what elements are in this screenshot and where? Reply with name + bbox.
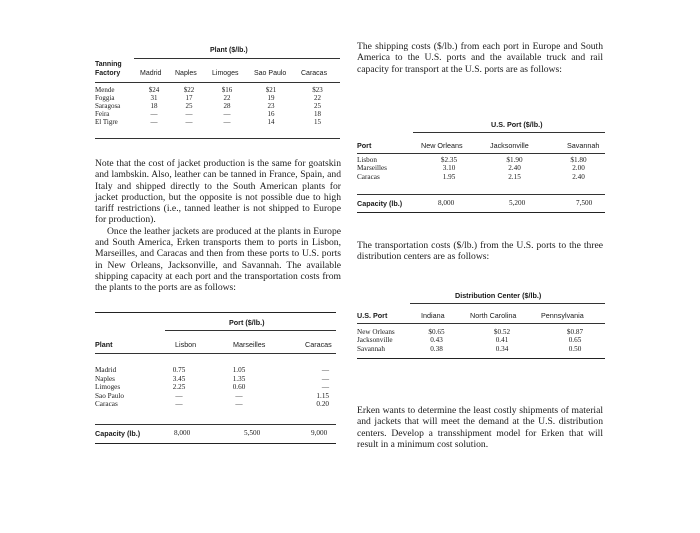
row-label: Naples [95,374,115,383]
cell: 2.25 [172,383,186,392]
row-label: Sao Paulo [95,391,124,400]
table-row [95,392,336,401]
cell: $1.80 [570,156,587,164]
table-row [357,328,605,336]
usport-dc-group-rule [410,303,605,304]
tanning-plant-header: Plant ($/lb.) [210,47,248,54]
port-usport-capacity-neworleans: 8,000 [438,199,455,207]
cell: $23 [312,86,323,94]
cell: — [185,110,193,118]
cell: 1.15 [316,391,329,400]
port-usport-capacity-rule [357,194,605,195]
row-label: Savannah [357,344,385,353]
usport-dc-col-indiana: Indiana [421,311,445,320]
cell: — [223,118,231,126]
row-label: Caracas [95,400,118,409]
usport-dc-row-header: U.S. Port [357,311,388,320]
right-paragraph-mid: The transportation costs ($/lb.) from the U.S. ports to the three distribution centers are as follows: [357,240,603,263]
table-row [357,173,605,181]
row-label: Marseilles [357,164,387,173]
cell: 18 [150,102,158,110]
cell: $16 [221,86,233,94]
port-usport-group-rule [413,132,605,133]
port-usport-col-savannah: Savannah [567,141,600,150]
cell: 0.75 [172,366,186,374]
tanning-col-caracas: Caracas [301,70,328,77]
cell: — [235,400,243,409]
tanning-col-madrid: Madrid [140,70,162,77]
right-paragraph-bottom: Erken wants to determine the least costly shipments of material and jackets that will meet the demand at the U.S. distribution centers. Develop a transshipment model for Erken that will result in a minimum cost solution. [357,405,603,450]
plant-port-capacity-rule [95,424,336,425]
usport-dc-group-header: Distribution Center ($/lb.) [455,291,542,300]
table-row [95,375,336,384]
tanning-group-rule [134,58,340,59]
port-usport-table [357,156,605,181]
cell: 0.60 [232,383,246,392]
usport-dc-table [357,328,605,353]
left-paragraph-2 [95,226,341,294]
row-label: Feira [95,110,110,118]
cell: 0.34 [495,344,509,353]
cell: 15 [314,118,321,126]
left-paragraph-1: Note that the cost of jacket production is the same for goatskin and lambskin. Also, leather can be tanned in France, Spain, and Italy and shipped directly to the South American plants for jacket production, but the opposite is not possible due to high tariff restrictions (i.e., tanned leather is not shipped to Europe for production). [95,158,341,226]
tanning-header-line2: Factory [95,70,121,77]
plant-port-capacity-lisbon: 8,000 [174,429,191,437]
cell: — [321,383,329,392]
plant-port-table [95,366,336,409]
usport-dc-bottom-rule [357,358,605,359]
cell: — [321,374,329,383]
table-row [357,345,605,353]
cell: 22 [314,94,321,102]
cell: 17 [185,94,193,102]
plant-port-capacity-label: Capacity (lb.) [95,429,141,438]
cell: $1.90 [506,156,523,164]
tanning-row-header [95,60,122,69]
cell: $2.35 [440,156,458,164]
row-label: Limoges [95,383,121,392]
table-row [95,102,340,110]
cell: 0.38 [430,344,443,353]
row-label: Saragosa [95,102,121,110]
cell: 14 [267,118,275,126]
cell: 25 [314,102,321,110]
cell: — [175,400,183,409]
cell: 3.45 [172,374,186,383]
right-paragraph-top: The shipping costs ($/lb.) from each port in Europe and South America to the U.S. ports and the available truck and rail capacity for transport at the U.S. ports are as follows: [357,41,603,75]
tanning-header-line1: Tanning [95,61,122,68]
cell: 31 [150,94,158,102]
table-row [95,86,340,94]
port-usport-header-rule [357,153,605,154]
cell: 0.65 [568,336,582,345]
port-usport-col-jacksonville: Jacksonville [490,141,529,150]
cell: 2.00 [572,164,585,173]
cell: — [175,391,183,400]
plant-port-bottom-rule [95,443,336,444]
cell: $21 [265,86,277,94]
row-label: Madrid [95,366,117,374]
usport-dc-header-rule [357,323,605,324]
tanning-table [95,86,340,126]
port-usport-group-header: U.S. Port ($/lb.) [491,120,543,129]
port-usport-bottom-rule [357,212,605,213]
plant-port-col-caracas: Caracas [305,340,332,349]
row-label: Mende [95,86,115,94]
plant-port-group-rule [165,330,336,331]
left-paragraph [95,158,341,294]
cell: 1.95 [442,172,456,181]
port-usport-capacity-label: Capacity (lb.) [357,199,403,208]
plant-port-header-rule [95,353,336,354]
table-row [357,156,605,164]
plant-port-capacity-marseilles: 5,500 [244,429,261,437]
table-row [95,110,340,118]
cell: — [223,110,231,118]
plant-port-row-header: Plant [95,340,113,349]
cell: 28 [223,102,231,110]
cell: $0.52 [493,328,511,336]
row-label: Lisbon [357,156,377,164]
cell: 22 [223,94,231,102]
table-row [95,400,336,409]
cell: 2.40 [572,172,585,181]
tanning-col-limoges: Limoges [212,70,239,77]
cell: 0.43 [430,336,443,345]
plant-port-col-marseilles: Marseilles [233,340,266,349]
port-usport-col-neworleans: New Orleans [421,141,463,150]
cell: 2.40 [508,164,521,173]
row-label: Foggia [95,94,115,102]
tanning-col-naples: Naples [175,70,197,77]
plant-port-col-lisbon: Lisbon [175,340,197,349]
cell: — [235,391,243,400]
usport-dc-col-pennsylvania: Pennsylvania [541,311,584,320]
cell: 1.35 [232,374,246,383]
port-usport-capacity-jacksonville: 5,200 [509,199,526,207]
left-paragraph-2-text: Once the leather jackets are produced at the plants in Europe and South America, Erken transports them to ports in Lisbon, Marseilles, and Caracas and then from these ports to U.S. ports in New Orleans, Jacksonville, and Savannah. The available shipping capacity at each port and the transportation costs from the plants to the ports are as follows: [95,225,341,294]
row-label: Caracas [357,172,380,181]
cell: 0.41 [495,336,509,345]
cell: 3.10 [442,164,456,173]
plant-port-top-rule [95,312,336,313]
port-usport-row-header: Port [357,141,372,150]
row-label: El Tigre [95,118,118,126]
cell: — [150,110,158,118]
tanning-header-rule [95,82,340,83]
port-usport-capacity-savannah: 7,500 [576,199,593,207]
cell: 1.05 [232,366,246,374]
cell: — [321,366,329,374]
row-label: New Orleans [357,328,395,336]
cell: 16 [267,110,275,118]
cell: 0.20 [316,400,329,409]
cell: 19 [267,94,275,102]
cell: 25 [185,102,193,110]
table-row [95,383,336,392]
table-row [95,94,340,102]
usport-dc-col-northcarolina: North Carolina [470,311,517,320]
tanning-col-saopaulo: Sao Paulo [254,70,287,77]
cell: 2.15 [508,172,521,181]
plant-port-capacity-caracas: 9,000 [311,429,328,437]
cell: 18 [314,110,321,118]
cell: $0.87 [566,328,584,336]
cell: 0.50 [568,344,582,353]
tanning-bottom-rule [95,138,340,139]
plant-port-group-header: Port ($/lb.) [229,318,265,327]
table-row [95,118,340,126]
cell: — [150,118,158,126]
cell: — [185,118,193,126]
cell: $22 [183,86,195,94]
cell: $0.65 [428,328,445,336]
row-label: Jacksonville [357,336,393,345]
table-row [357,164,605,172]
cell: 23 [267,102,275,110]
table-row [357,336,605,344]
table-row [95,366,336,375]
cell: $24 [148,86,160,94]
